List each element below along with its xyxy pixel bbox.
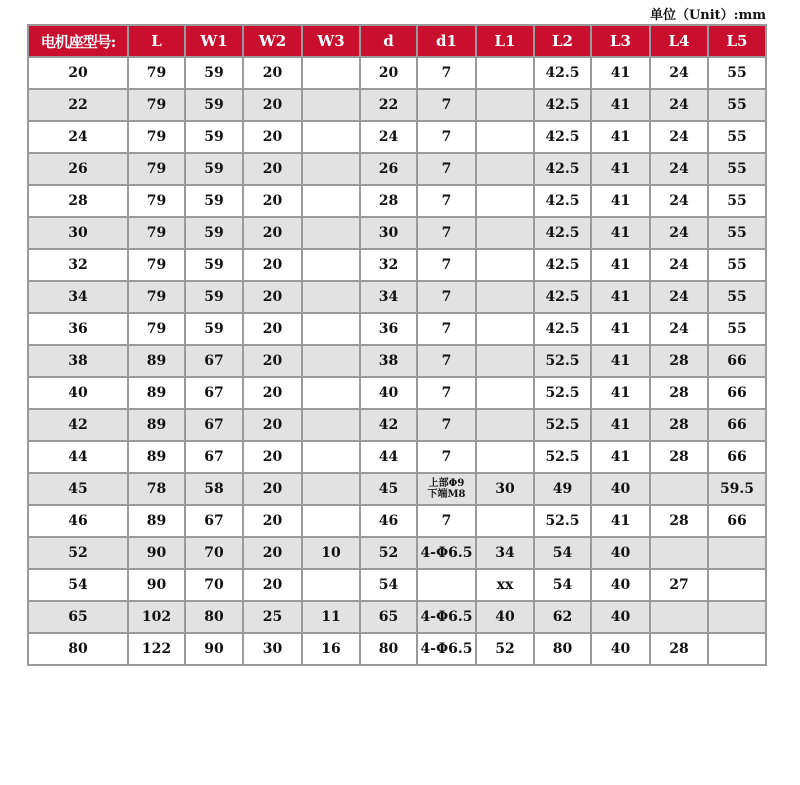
- table-cell: 42.5: [534, 153, 591, 185]
- table-cell: 67: [185, 377, 243, 409]
- table-cell: [302, 505, 360, 537]
- table-cell: 41: [591, 345, 650, 377]
- table-cell: 40: [476, 601, 534, 633]
- table-cell: 54: [534, 569, 591, 601]
- table-cell: 7: [417, 505, 476, 537]
- table-cell: 28: [650, 409, 708, 441]
- table-cell: [302, 345, 360, 377]
- table-cell: 40: [591, 473, 650, 505]
- table-cell: 59: [185, 153, 243, 185]
- column-header: W2: [243, 25, 302, 57]
- table-cell: 28: [28, 185, 128, 217]
- table-cell: [476, 121, 534, 153]
- table-cell: 7: [417, 281, 476, 313]
- table-cell: 7: [417, 217, 476, 249]
- column-header: L2: [534, 25, 591, 57]
- table-cell: [302, 409, 360, 441]
- table-cell: 80: [185, 601, 243, 633]
- table-cell: [302, 313, 360, 345]
- table-cell: 7: [417, 409, 476, 441]
- table-cell: 55: [708, 281, 766, 313]
- table-cell: 59: [185, 313, 243, 345]
- table-cell: [476, 217, 534, 249]
- table-cell: 66: [708, 377, 766, 409]
- table-cell: 52.5: [534, 505, 591, 537]
- table-cell: [302, 249, 360, 281]
- table-cell: 32: [360, 249, 417, 281]
- table-cell: 79: [128, 249, 185, 281]
- column-header: L3: [591, 25, 650, 57]
- table-cell: 66: [708, 345, 766, 377]
- table-cell: [302, 121, 360, 153]
- table-cell: [650, 601, 708, 633]
- table-row: [28, 505, 766, 537]
- table-cell: 70: [185, 537, 243, 569]
- table-cell: 59: [185, 249, 243, 281]
- column-header: L4: [650, 25, 708, 57]
- table-cell: 46: [360, 505, 417, 537]
- table-cell: 54: [534, 537, 591, 569]
- unit-label: 单位（Unit）:mm: [649, 8, 766, 23]
- table-cell: [650, 537, 708, 569]
- table-cell: 20: [243, 377, 302, 409]
- table-cell: 70: [185, 569, 243, 601]
- table-cell: 79: [128, 313, 185, 345]
- table-row: [28, 601, 766, 633]
- table-cell: [302, 57, 360, 89]
- table-cell: [476, 313, 534, 345]
- table-cell: 24: [360, 121, 417, 153]
- table-cell: 40: [591, 537, 650, 569]
- table-cell: 16: [302, 633, 360, 665]
- table-cell: 41: [591, 505, 650, 537]
- table-cell: [476, 249, 534, 281]
- table-cell: 55: [708, 185, 766, 217]
- table-cell: 55: [708, 217, 766, 249]
- table-cell: 24: [650, 281, 708, 313]
- table-cell: [476, 281, 534, 313]
- table-cell: 65: [360, 601, 417, 633]
- table-row: [28, 473, 766, 505]
- table-cell: 上部Φ9 下端M8: [417, 473, 476, 505]
- table-cell: 30: [476, 473, 534, 505]
- table-row: [28, 185, 766, 217]
- table-cell: 67: [185, 409, 243, 441]
- table-cell: 79: [128, 217, 185, 249]
- table-cell: [476, 153, 534, 185]
- table-cell: 20: [243, 441, 302, 473]
- table-cell: 89: [128, 441, 185, 473]
- table-row: [28, 249, 766, 281]
- table-cell: [708, 537, 766, 569]
- table-cell: 7: [417, 441, 476, 473]
- table-cell: 41: [591, 57, 650, 89]
- table-cell: 89: [128, 409, 185, 441]
- table-cell: 41: [591, 377, 650, 409]
- column-header: 电机座型号:: [28, 25, 128, 57]
- table-cell: 41: [591, 281, 650, 313]
- table-cell: 7: [417, 185, 476, 217]
- table-row: [28, 121, 766, 153]
- table-cell: 34: [28, 281, 128, 313]
- table-cell: 24: [650, 89, 708, 121]
- table-cell: [708, 569, 766, 601]
- table-cell: 41: [591, 185, 650, 217]
- table-cell: 41: [591, 217, 650, 249]
- table-cell: 20: [243, 89, 302, 121]
- table-cell: 79: [128, 89, 185, 121]
- table-cell: 28: [650, 345, 708, 377]
- table-cell: 28: [650, 377, 708, 409]
- table-row: [28, 345, 766, 377]
- table-row: [28, 153, 766, 185]
- table-cell: 66: [708, 441, 766, 473]
- table-cell: 41: [591, 441, 650, 473]
- table-cell: 89: [128, 345, 185, 377]
- table-cell: 42.5: [534, 281, 591, 313]
- table-cell: [476, 57, 534, 89]
- table-cell: 122: [128, 633, 185, 665]
- table-cell: 34: [360, 281, 417, 313]
- table-cell: [417, 569, 476, 601]
- table-cell: 55: [708, 121, 766, 153]
- table-cell: 24: [650, 217, 708, 249]
- table-cell: [476, 345, 534, 377]
- column-header: L1: [476, 25, 534, 57]
- table-cell: 26: [360, 153, 417, 185]
- table-cell: 38: [360, 345, 417, 377]
- table-cell: xx: [476, 569, 534, 601]
- table-cell: 20: [243, 409, 302, 441]
- table-cell: 67: [185, 505, 243, 537]
- table-cell: 78: [128, 473, 185, 505]
- motor-mount-dimension-table: [27, 24, 767, 666]
- table-cell: 54: [28, 569, 128, 601]
- table-cell: 36: [360, 313, 417, 345]
- table-cell: 41: [591, 153, 650, 185]
- table-cell: 59: [185, 185, 243, 217]
- table-row: [28, 313, 766, 345]
- table-cell: 20: [243, 313, 302, 345]
- table-cell: 7: [417, 377, 476, 409]
- table-cell: 62: [534, 601, 591, 633]
- table-cell: 54: [360, 569, 417, 601]
- table-cell: 80: [28, 633, 128, 665]
- table-cell: 59: [185, 89, 243, 121]
- table-cell: 24: [650, 249, 708, 281]
- table-row: [28, 377, 766, 409]
- table-cell: 65: [28, 601, 128, 633]
- header-row: [28, 25, 766, 57]
- table-cell: [302, 153, 360, 185]
- table-cell: 42.5: [534, 89, 591, 121]
- table-cell: 30: [243, 633, 302, 665]
- column-header: W1: [185, 25, 243, 57]
- table-cell: 67: [185, 345, 243, 377]
- table-cell: 7: [417, 249, 476, 281]
- table-cell: 55: [708, 313, 766, 345]
- table-cell: 90: [128, 537, 185, 569]
- table-row: [28, 57, 766, 89]
- table-cell: 20: [243, 537, 302, 569]
- table-cell: 42: [360, 409, 417, 441]
- table-cell: 20: [243, 249, 302, 281]
- table-cell: 27: [650, 569, 708, 601]
- table-cell: 59: [185, 121, 243, 153]
- table-cell: 40: [360, 377, 417, 409]
- table-cell: 7: [417, 313, 476, 345]
- table-cell: 52: [360, 537, 417, 569]
- table-cell: 102: [128, 601, 185, 633]
- table-cell: 89: [128, 377, 185, 409]
- table-cell: 28: [650, 441, 708, 473]
- table-row: [28, 217, 766, 249]
- table-cell: 52.5: [534, 377, 591, 409]
- column-header: W3: [302, 25, 360, 57]
- table-cell: 58: [185, 473, 243, 505]
- table-cell: 7: [417, 89, 476, 121]
- table-cell: 7: [417, 121, 476, 153]
- table-cell: 20: [243, 281, 302, 313]
- table-cell: 42.5: [534, 313, 591, 345]
- table-cell: 24: [650, 121, 708, 153]
- table-cell: 20: [243, 185, 302, 217]
- table-cell: 7: [417, 345, 476, 377]
- table-cell: 28: [650, 633, 708, 665]
- table-cell: 79: [128, 121, 185, 153]
- table-cell: 30: [360, 217, 417, 249]
- table-cell: 41: [591, 313, 650, 345]
- table-cell: 24: [650, 153, 708, 185]
- table-cell: 25: [243, 601, 302, 633]
- table-cell: 42: [28, 409, 128, 441]
- table-cell: 90: [185, 633, 243, 665]
- table-row: [28, 569, 766, 601]
- table-cell: 36: [28, 313, 128, 345]
- table-cell: 46: [28, 505, 128, 537]
- table-cell: 79: [128, 57, 185, 89]
- table-cell: 10: [302, 537, 360, 569]
- table-cell: 44: [360, 441, 417, 473]
- table-cell: 90: [128, 569, 185, 601]
- table-cell: 40: [591, 601, 650, 633]
- column-header: L5: [708, 25, 766, 57]
- table-cell: 20: [243, 569, 302, 601]
- table-cell: [650, 473, 708, 505]
- table-cell: [302, 281, 360, 313]
- table-cell: 28: [650, 505, 708, 537]
- table-cell: [302, 377, 360, 409]
- table-cell: 52.5: [534, 345, 591, 377]
- table-row: [28, 409, 766, 441]
- table-cell: 41: [591, 249, 650, 281]
- table-cell: 22: [360, 89, 417, 121]
- table-cell: 20: [243, 121, 302, 153]
- table-cell: 42.5: [534, 121, 591, 153]
- table-cell: 41: [591, 121, 650, 153]
- table-row: [28, 633, 766, 665]
- table-cell: [708, 601, 766, 633]
- table-cell: 11: [302, 601, 360, 633]
- table-cell: 55: [708, 89, 766, 121]
- table-cell: [476, 185, 534, 217]
- table-cell: [476, 441, 534, 473]
- table-cell: [476, 505, 534, 537]
- table-row: [28, 537, 766, 569]
- table-cell: 55: [708, 249, 766, 281]
- table-cell: 52.5: [534, 409, 591, 441]
- table-cell: 52: [28, 537, 128, 569]
- table-cell: 55: [708, 57, 766, 89]
- column-header: d1: [417, 25, 476, 57]
- table-cell: [708, 633, 766, 665]
- table-cell: 34: [476, 537, 534, 569]
- table-cell: 20: [243, 345, 302, 377]
- table-cell: 66: [708, 409, 766, 441]
- table-cell: 40: [591, 633, 650, 665]
- table-cell: 45: [360, 473, 417, 505]
- table-cell: 32: [28, 249, 128, 281]
- table-cell: 4-Φ6.5: [417, 537, 476, 569]
- table-cell: 59: [185, 281, 243, 313]
- table-cell: 20: [243, 473, 302, 505]
- table-cell: [476, 89, 534, 121]
- table-cell: 4-Φ6.5: [417, 633, 476, 665]
- table-cell: [302, 569, 360, 601]
- table-cell: 20: [243, 505, 302, 537]
- table-cell: 24: [28, 121, 128, 153]
- table-cell: 41: [591, 89, 650, 121]
- table-cell: 89: [128, 505, 185, 537]
- table-cell: 30: [28, 217, 128, 249]
- table-cell: 42.5: [534, 57, 591, 89]
- column-header: L: [128, 25, 185, 57]
- table-cell: 28: [360, 185, 417, 217]
- table-cell: 41: [591, 409, 650, 441]
- table-cell: 42.5: [534, 217, 591, 249]
- table-cell: 44: [28, 441, 128, 473]
- table-cell: 49: [534, 473, 591, 505]
- table-cell: 20: [243, 153, 302, 185]
- table-cell: [302, 217, 360, 249]
- table-cell: [476, 409, 534, 441]
- table-cell: 38: [28, 345, 128, 377]
- table-cell: 59: [185, 217, 243, 249]
- table-cell: 45: [28, 473, 128, 505]
- table-cell: 26: [28, 153, 128, 185]
- table-cell: 59: [185, 57, 243, 89]
- table-cell: 20: [360, 57, 417, 89]
- table-cell: 42.5: [534, 249, 591, 281]
- table-cell: 80: [534, 633, 591, 665]
- table-cell: [302, 473, 360, 505]
- table-cell: 55: [708, 153, 766, 185]
- table-cell: 42.5: [534, 185, 591, 217]
- table-cell: [302, 185, 360, 217]
- table-cell: 79: [128, 281, 185, 313]
- table-cell: 79: [128, 153, 185, 185]
- table-cell: 79: [128, 185, 185, 217]
- table-cell: 4-Φ6.5: [417, 601, 476, 633]
- table-cell: 22: [28, 89, 128, 121]
- table-cell: 7: [417, 57, 476, 89]
- table-cell: 24: [650, 313, 708, 345]
- table-row: [28, 281, 766, 313]
- table-cell: 7: [417, 153, 476, 185]
- table-row: [28, 441, 766, 473]
- table-cell: 40: [591, 569, 650, 601]
- column-header: d: [360, 25, 417, 57]
- table-cell: 67: [185, 441, 243, 473]
- table-cell: 80: [360, 633, 417, 665]
- table-cell: 52.5: [534, 441, 591, 473]
- table-cell: 20: [243, 217, 302, 249]
- table-cell: 59.5: [708, 473, 766, 505]
- table-cell: 24: [650, 185, 708, 217]
- table-cell: 40: [28, 377, 128, 409]
- table-cell: [302, 441, 360, 473]
- table-cell: 24: [650, 57, 708, 89]
- table-cell: 20: [243, 57, 302, 89]
- table-row: [28, 89, 766, 121]
- table-cell: 20: [28, 57, 128, 89]
- table-cell: 52: [476, 633, 534, 665]
- table-cell: 66: [708, 505, 766, 537]
- table-cell: [302, 89, 360, 121]
- table-cell: [476, 377, 534, 409]
